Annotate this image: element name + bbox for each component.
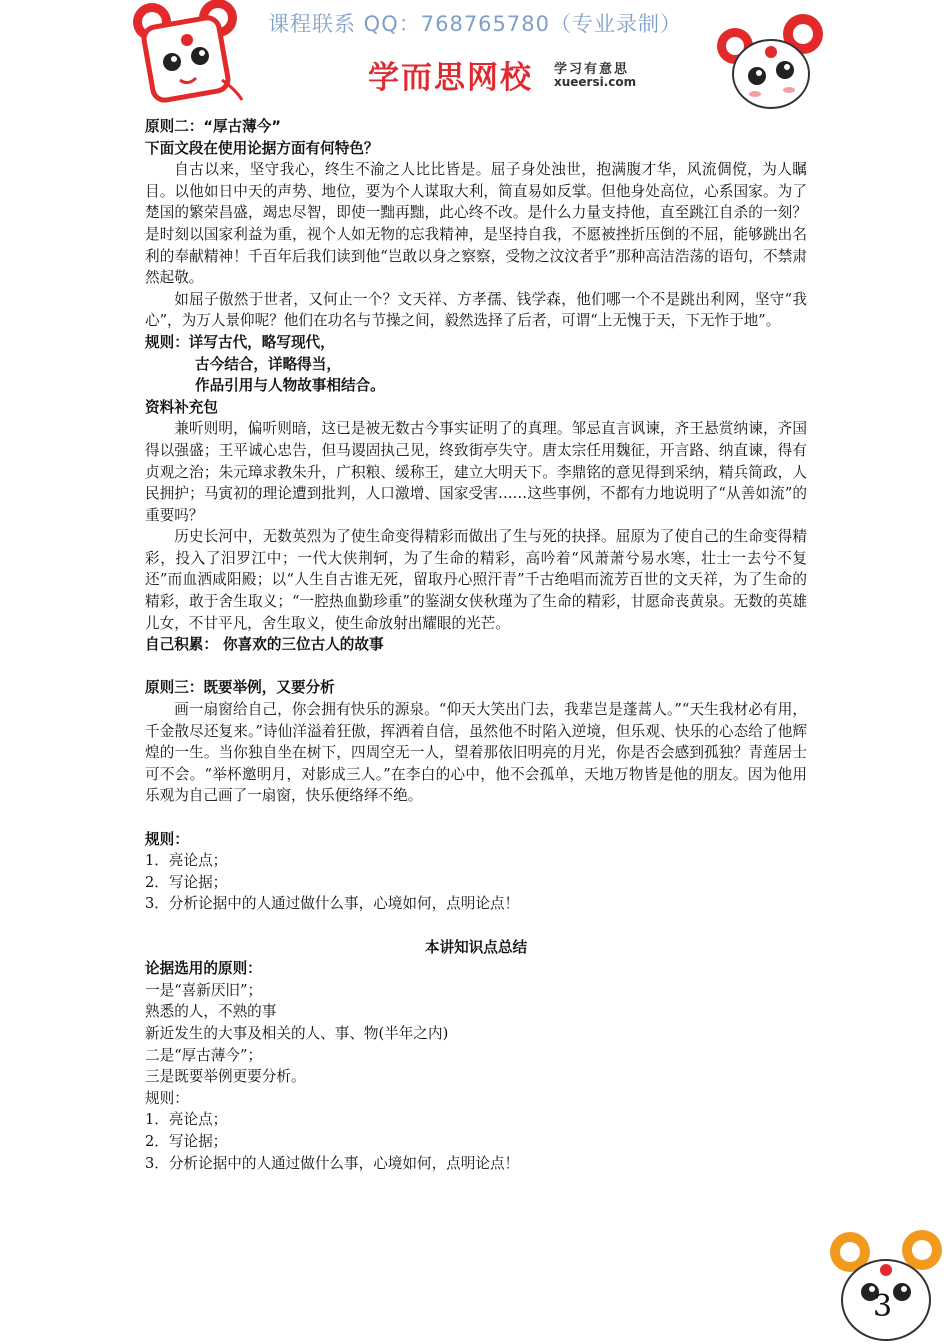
supplement-paragraph-2: 历史长河中，无数英烈为了使生命变得精彩而做出了生与死的抉择。屈原为了使自己的生命变得精彩，投入了汨罗江中；一代大侠荆轲，为了生命的精彩，高吟着“风萧萧兮易水寒，壮士一去兮不复还”而血洒咸阳殿；以“人生自古谁无死，留取丹心照汗青”千古绝唱而流芳百世的文天祥，为了生命的精彩，敢于舍生取义；“一腔热血勤珍重”的鉴湖女侠秋瑾为了生命的精彩，甘愿命丧黄泉。无数的英雄儿女，不甘平凡，舍生取义，使生命放射出耀眼的光芒。 xyxy=(145,528,807,632)
principle-two-rule-3: 作品引用与人物故事相结合。 xyxy=(195,377,385,395)
header-contact: 课程联系 QQ：768765780（专业录制） xyxy=(268,12,682,36)
summary-line: 二是“厚古薄今”； xyxy=(145,1046,263,1064)
self-accumulation: 自己积累： 你喜欢的三位古人的故事 xyxy=(145,636,384,654)
principle-two-paragraph-1: 自古以来，坚守我心，终生不渝之人比比皆是。屈子身处浊世，抱满腹才华，风流倜傥，为人瞩目。以他如日中天的声势、地位，要为个人谋取大利，简直易如反掌。但他身处高位，心系国家。为了楚国的繁荣昌盛，竭忠尽智，即使一黜再黜，此心终不改。是什么力量支持他，直至跳江自杀的一刻？是时刻以国家利益为重，视个人如无物的忘我精神，是坚持自我，不愿被挫折压倒的不屈，能够跳出名利的奉献精神！千百年后我们读到他“岂敢以身之察察，受物之汶汶者乎”那种高洁浩荡的语句，不禁肃然起敬。 xyxy=(145,161,807,287)
supplement-paragraph-1: 兼听则明，偏听则暗，这已是被无数古今事实证明了的真理。邹忌直言讽谏，齐王悬赏纳谏，齐国得以强盛；王平诚心忠告，但马谡固执己见，终致街亭失守。唐太宗任用魏征，开言路、纳直谏，得有贞观之治；朱元璋求教朱升，广积粮、缓称王，建立大明天下。李鼎铭的意见得到采纳，精兵简政，人民拥护；马寅初的理论遭到批判，人口激增、国家受害……这些事例，不都有力地说明了“从善如流”的重要吗？ xyxy=(145,420,807,524)
principle-two-rule-1: 规则：详写古代，略写现代， xyxy=(145,333,335,351)
mascot-footer-icon xyxy=(826,1222,950,1344)
summary-line: 三是既要举例更要分析。 xyxy=(145,1068,306,1086)
principle-three-rule: 3．分析论据中的人通过做什么事，心境如何，点明论点！ xyxy=(145,895,520,913)
mascot-left-icon xyxy=(130,0,250,115)
document-body xyxy=(145,116,807,1174)
principle-three-paragraph: 画一扇窗给自己，你会拥有快乐的源泉。“仰天大笑出门去，我辈岂是蓬蒿人。”“天生我材必有用，千金散尽还复来。”诗仙洋溢着狂傲，挥洒着自信，虽然他不时陷入逆境，但乐观、快乐的心态给了他辉煌的一生。当你独自坐在树下，四周空无一人，望着那依旧明亮的月光，你是否会感到孤独？青莲居士可不会。“举杯邀明月，对影成三人。”在李白的心中，他不会孤单，天地万物皆是他的朋友。因为他用乐观为自己画了一扇窗，快乐便络绎不绝。 xyxy=(145,701,807,805)
summary-line: 新近发生的大事及相关的人、事、物(半年之内) xyxy=(145,1024,449,1042)
principle-two-paragraph-2: 如屈子傲然于世者，又何止一个？文天祥、方孝孺、钱学森，他们哪一个不是跳出利网，坚守“我心”，为万人景仰呢？他们在功名与节操之间，毅然选择了后者，可谓“上无愧于天，下无怍于地”。 xyxy=(145,290,807,330)
summary-rule: 1．亮论点； xyxy=(145,1111,228,1129)
summary-subtitle: 论据选用的原则： xyxy=(145,960,262,978)
supplement-title: 资料补充包 xyxy=(145,398,218,416)
principle-two-title: 原则二：“厚古薄今” xyxy=(145,118,281,135)
summary-rule: 3．分析论据中的人通过做什么事，心境如何，点明论点！ xyxy=(145,1154,520,1172)
principle-three-rule: 1．亮论点； xyxy=(145,852,228,870)
summary-line: 一是“喜新厌旧”； xyxy=(145,981,263,999)
principle-two-question: 下面文段在使用论据方面有何特色？ xyxy=(145,139,379,157)
principle-three-title: 原则三：既要举例，又要分析 xyxy=(145,679,335,697)
page-number: 3 xyxy=(873,1289,893,1324)
summary-line: 熟悉的人，不熟的事 xyxy=(145,1003,277,1021)
principle-two-rule-2: 古今结合，详略得当， xyxy=(195,355,341,373)
principle-three-rule: 2．写论据； xyxy=(145,873,228,891)
logo xyxy=(368,52,658,96)
logo-subtitle: 学习有意思 xyxy=(554,62,630,77)
mascot-right-icon xyxy=(715,12,830,117)
summary-rule: 2．写论据； xyxy=(145,1132,228,1150)
summary-line: 规则： xyxy=(145,1089,189,1107)
principle-three-rules-title: 规则： xyxy=(145,830,189,848)
logo-url: xueersi.com xyxy=(554,75,637,89)
summary-title: 本讲知识点总结 xyxy=(424,938,528,956)
logo-title: 学而思网校 xyxy=(368,60,533,96)
